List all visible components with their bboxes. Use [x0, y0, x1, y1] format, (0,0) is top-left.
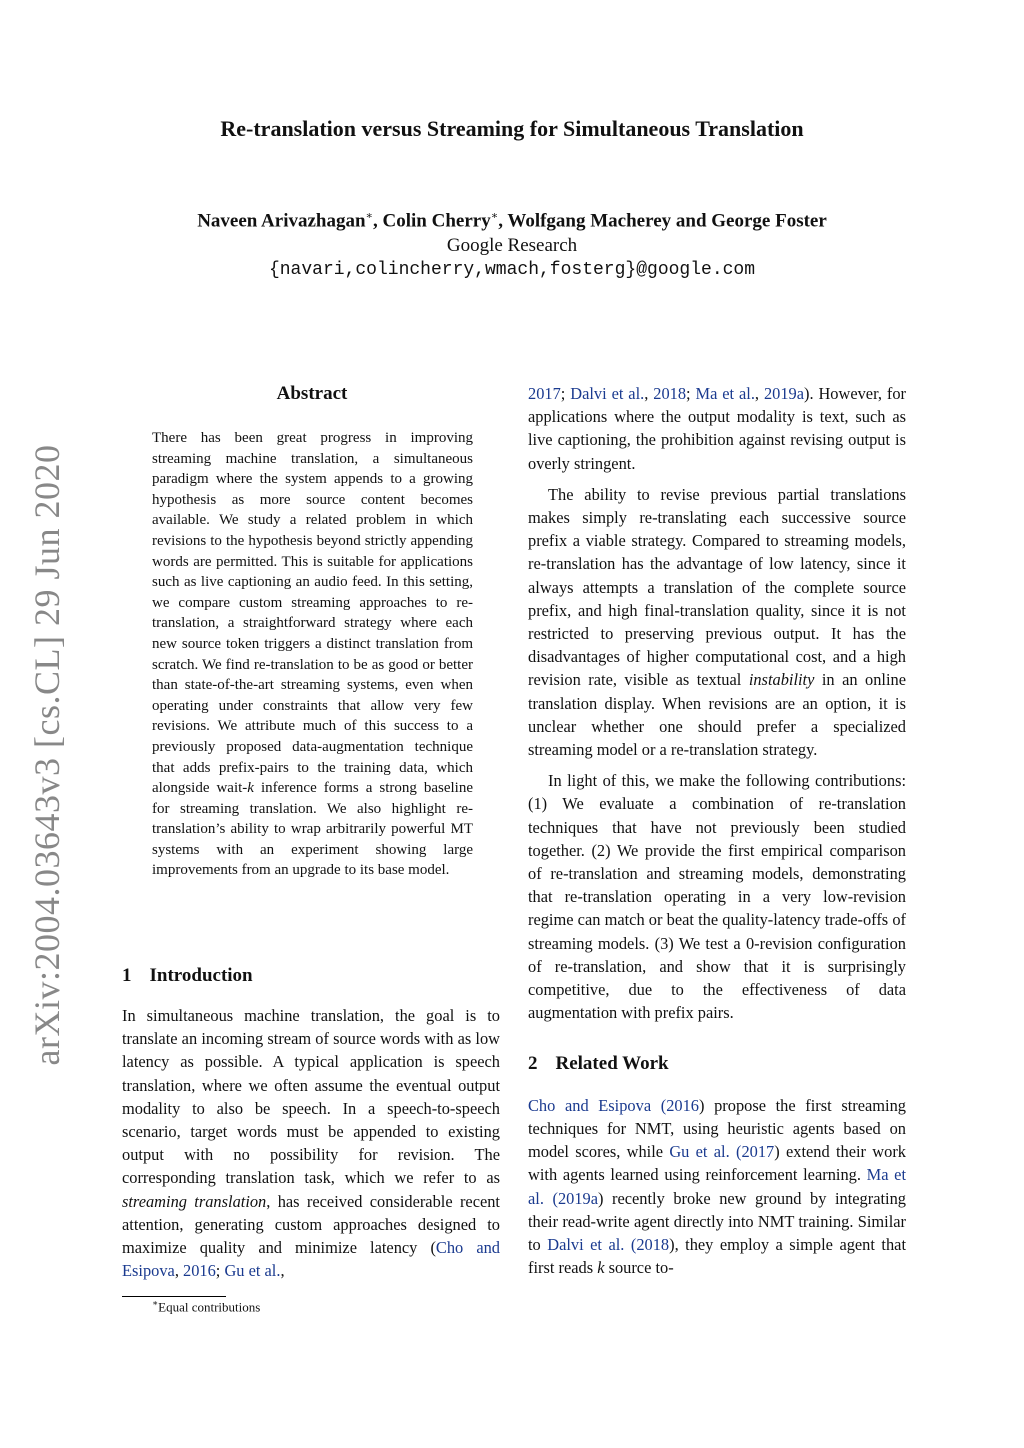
arxiv-id-text: arXiv:2004.03643v3 [cs.CL] 29 Jun 2020 — [27, 444, 67, 1066]
citation-sep: , — [644, 384, 654, 403]
author-separator: , — [373, 210, 383, 232]
citation-link[interactable]: Dalvi et al. — [570, 384, 645, 403]
abstract-heading: Abstract — [276, 383, 348, 404]
related-work-paragraph — [528, 1094, 906, 1280]
paragraph-text: ), they employ a simple agent that first reads — [528, 1234, 906, 1278]
citation-year-link[interactable]: (2019a — [543, 1188, 598, 1208]
paragraph-text: ) extend their work with agents learned using reinforcement learning. — [528, 1142, 906, 1185]
math-k: k — [597, 1258, 605, 1278]
footnote-text: Equal contributions — [158, 1299, 261, 1315]
citation-sep: , — [280, 1261, 285, 1281]
intro-text: In simultaneous machine translation, the goal is to translate an incoming stream of source words with as low latency as possible. A typical application is speech translation, where we often assume the eventual output modality to also be speech. In a speech-to-speech scenario, target words must be appended to existing output with no possibility for revision. The corresponding translation task, which we refer to as — [122, 1006, 500, 1188]
citation-link[interactable]: Dalvi et al. — [547, 1234, 625, 1254]
abstract-body — [152, 428, 473, 881]
author-separator: , — [498, 210, 508, 232]
citation-sep: ; — [560, 384, 571, 403]
paragraph-text: ). However, for applications where the output modality is text, such as live captioning, the prohibition against revising output is overly stringent. — [528, 384, 906, 473]
paragraph-text: ) recently broke new ground by integrating their read-write agent directly into NMT training. Similar to — [528, 1188, 906, 1254]
paper-title: Re-translation versus Streaming for Simultaneous Translation — [220, 116, 804, 141]
author-block — [0, 204, 1024, 283]
abstract-paragraph — [152, 428, 473, 881]
author-emails: {navari,colincherry,wmach,fosterg}@google.com — [268, 260, 756, 281]
citation-link[interactable]: Gu et al. — [669, 1142, 730, 1162]
author-2: Colin Cherry — [382, 210, 491, 232]
citation-sep: , — [174, 1261, 184, 1281]
paragraph-text: in an online translation display. When revisions are an option, it is unclear whether one should prefer a specialized streaming model or a re-translation strategy. — [528, 670, 907, 760]
section-title: Introduction — [149, 965, 253, 986]
citation-link[interactable]: Gu et al. — [224, 1261, 281, 1281]
footnote-rule — [122, 1296, 226, 1297]
right-paragraph — [528, 483, 906, 761]
citation-link[interactable]: Ma et al. — [528, 1165, 906, 1208]
equal-contribution-mark-2: ∗ — [490, 210, 499, 222]
author-1: Naveen Arivazhagan — [197, 210, 366, 232]
equal-contribution-mark-1: ∗ — [365, 210, 374, 222]
section-number: 1 — [122, 965, 132, 986]
citation-year-link[interactable]: 2017 — [528, 384, 561, 403]
citation-sep: ; — [215, 1261, 225, 1281]
paragraph-text: ) propose the first streaming techniques for NMT, using heuristic agents based on model scores, while — [528, 1095, 906, 1162]
footnote — [152, 1298, 260, 1315]
citation-year-link[interactable]: 2016 — [183, 1261, 216, 1281]
paragraph-text: The ability to revise previous partial translations makes simply re-translating each successive source prefix a viable strategy. Compared to streaming models, re-translation has the advantage of low latency, since it always attempts a translation of the complete source prefix, and high final-translation quality, since it is not restricted to preserving previous output. It has the disadvantages of higher computational cost, and a high revision rate, visible as textual — [528, 484, 906, 690]
section-heading-related-work — [528, 1052, 906, 1075]
citation-year-link[interactable]: (2016 — [651, 1095, 699, 1115]
right-column — [528, 382, 906, 1287]
footnote-mark: ∗ — [152, 1298, 159, 1308]
section-title: Related Work — [555, 1053, 669, 1075]
citation-year-link[interactable]: 2019a — [763, 384, 804, 403]
abstract-text-1: There has been great progress in improving streaming machine translation, a simultaneous paradigm where the system appends to a growing hypothesis as more source content becomes available. We study a related problem in which revisions to the hypothesis beyond strictly appending words are permitted. This is suitable for applications such as live captioning an audio feed. In this setting, we compare custom streaming approaches to re-translation, a straightforward strategy where each new source token triggers a distinct translation from scratch. We find re-translation to be as good or better than state-of-the-art streaming systems, even when operating under constraints that allow very few revisions. We attribute much of this success to a previously proposed data-augmentation technique that adds prefix-pairs to the training data, which alongside wait- — [152, 430, 473, 797]
author-names — [0, 204, 1024, 233]
intro-emphasis: streaming translation — [122, 1191, 267, 1211]
introduction-body — [122, 1004, 500, 1282]
intro-paragraph — [122, 1004, 500, 1282]
abstract-text-2: inference forms a strong baseline for streaming translation. We also highlight re-translation’s ability to wrap arbitrarily powerful MT systems with an experiment showing large improvements from an upgrade to its base model. — [152, 780, 473, 879]
math-k: k — [247, 780, 254, 797]
citation-link[interactable]: Cho and Esipova — [528, 1095, 652, 1115]
intro-text: , has received considerable recent attention, generating custom approaches designed to maximize quality and minimize latency ( — [122, 1191, 500, 1258]
citation-year-link[interactable]: (2017 — [729, 1142, 775, 1162]
paragraph-text: source to- — [604, 1258, 674, 1278]
citation-year-link[interactable]: (2018 — [624, 1234, 670, 1254]
right-paragraph-continued — [528, 382, 906, 475]
citation-sep: , — [754, 384, 764, 403]
author-3-4: Wolfgang Macherey and George Foster — [507, 210, 827, 232]
emphasis-text: instability — [748, 670, 815, 690]
arxiv-sidebar-stamp — [22, 444, 72, 1066]
citation-link[interactable]: Cho and Esipova — [122, 1238, 500, 1281]
affiliation: Google Research — [446, 235, 578, 257]
section-heading-introduction — [122, 965, 253, 987]
citation-sep: ; — [686, 384, 696, 403]
contributions-paragraph: In light of this, we make the following contributions: (1) We evaluate a combination of re-translation techniques that have not previously been studied together. (2) We provide the first empirical comparison of re-translation and streaming models, demonstrating that re-translation operating in a very low-revision regime can match or beat the quality-latency trade-offs of streaming models. (3) We test a 0-revision configuration of re-translation, and show that it is surprisingly competitive, due to the effectiveness of data augmentation with prefix pairs. — [528, 771, 906, 1023]
section-number: 2 — [528, 1053, 538, 1075]
citation-link[interactable]: Ma et al. — [695, 384, 755, 403]
citation-year-link[interactable]: 2018 — [653, 384, 687, 403]
